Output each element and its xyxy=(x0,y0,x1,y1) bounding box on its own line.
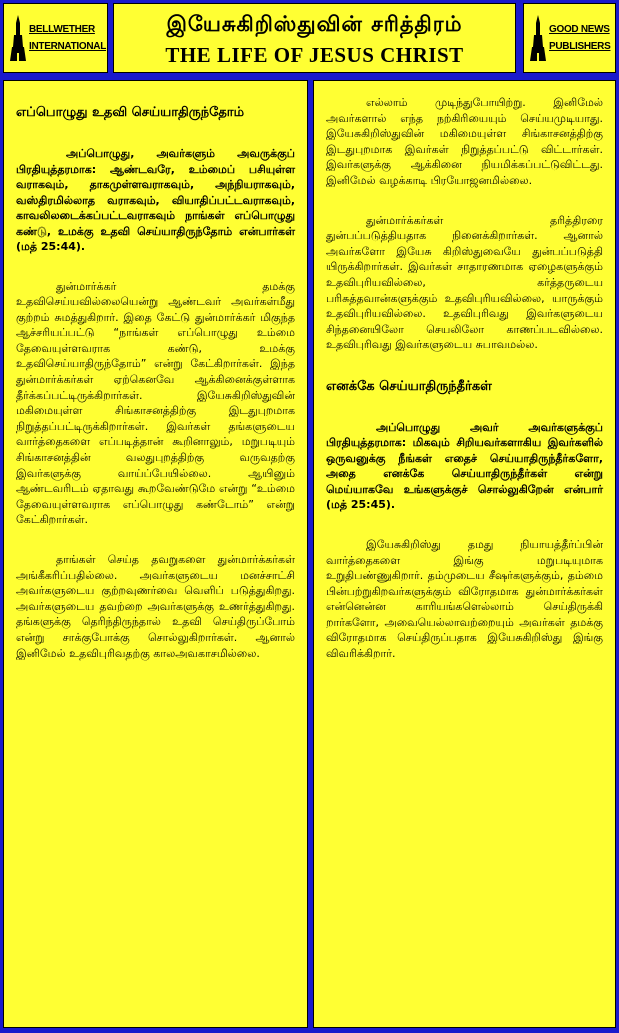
body-paragraph: துன்மார்க்கர்கள் தரித்திரரை துன்பப்படுத்தியதாக நினைக்கிறார்கள். ஆனால் அவர்களோ இயேசு கிறிஸ்துவையே துன்பப்படுத்தி யிருக்கிறார்கள். இவர்கள் சாதாரணமாக ஏழைகளுக்கும் உதவிபுரியவில்லை, கர்த்தருடைய பரிசுத்தவான்களுக்கும் உதவிபுரியவில்லை, யாருக்கும் உதவிபுரியவில்லை. உதவிபுரிவது இவர்களுடைய சிந்தனையிலோ செயலிலோ காணப்படவில்லை. உதவிபுரிவது இவர்களுடைய சுபாவமல்ல. xyxy=(326,213,603,352)
right-column xyxy=(313,80,616,1028)
section-heading: எப்பொழுது உதவி செய்யாதிருந்தோம் xyxy=(16,105,245,120)
bellwether-line1: BELLWETHER xyxy=(29,24,95,35)
title-banner xyxy=(113,3,516,73)
bellwether-line2: INTERNATIONAL xyxy=(29,41,107,52)
body-paragraph: தாங்கள் செய்த தவறுகளை துன்மார்க்கர்கள் அங்கீகரிப்பதில்லை. அவர்களுடைய மனச்சாட்சி அவர்களுடைய குற்றவுணர்வை வெளிப் படுத்துகிறது. அவர்களுடைய தவற்றை அவர்களுக்கு உணர்த்துகிறது. தங்களுக்கு தெரிந்திருந்தால் உதவி செய்திருப்போம் என்று சாக்குபோக்கு சொல்லுகிறார்கள். ஆனால் இனிமேல் உதவிபுரிவதற்கு காலஅவகாசமில்லை. xyxy=(16,553,295,660)
title-tamil: இயேசுகிறிஸ்துவின் சரித்திரம் xyxy=(166,12,463,36)
good-news-logo-text xyxy=(549,21,610,55)
good-news-line2: PUBLISHERS xyxy=(549,41,611,52)
scripture-verse: அப்பொழுது அவர் அவர்களுக்குப் பிரதியுத்தரமாக: மிகவும் சிறியவர்களாகிய இவர்களில் ஒருவனுக்கு நீங்கள் எதைச் செய்யாதிருந்தீர்களோ, அதை எனக்கே செய்யாதிருந்தீர்கள் என்று மெய்யாகவே உங்களுக்குச் சொல்லுகிறேன் என்பார் (மத் 25:45). xyxy=(326,420,603,512)
title-english: THE LIFE OF JESUS CHRIST xyxy=(165,43,464,67)
body-paragraph: இயேசுகிறிஸ்து தமது நியாயத்தீர்ப்பின் வார்த்தைகளை இங்கு மறுபடியுமாக உறுதிபண்ணுகிறார். தம்முடைய சீஷர்களுக்கும், தம்மை பின்பற்றுகிறவர்களுக்கும் விரோதமாக துன்மார்க்கர்கள் என்னென்ன காரியங்களெல்லாம் செய்திருக்கி றார்களோ, அவையெல்லாவற்றையும் அவர்கள் தமக்கு விரோதமாக செய்திருப்பதாக இயேசுகிறிஸ்து இங்கு விவரிக்கிறார். xyxy=(326,537,603,661)
body-paragraph: எல்லாம் முடிந்துபோயிற்று. இனிமேல் அவர்களால் எந்த நற்கிரியையும் செய்யமுடியாது. இயேசுகிறிஸ்துவின் மகிமையுள்ள சிங்காசனத்திற்கு இடதுபுறமாக இவர்கள் நிறுத்தப்பட்டு விட்டார்கள். இவர்களுக்கு ஆக்கினை நியமிக்கப்பட்டுவிட்டது. இனிமேல் வழக்காடி பிரயோஜனமில்லை. xyxy=(326,96,603,187)
scripture-verse: அப்பொழுது, அவர்களும் அவருக்குப் பிரதியுத்தரமாக: ஆண்டவரே, உம்மைப் பசியுள்ள வராகவும், தாகமுள்ளவராகவும், அந்நியராகவும், வஸ்திரமில்லாத வராகவும், வியாதிப்பட்டவராகவும், காவலிலடைக்கப்பட்டவராகவும் நாங்கள் எப்பொழுது கண்டு, உமக்கு உதவி செய்யாதிருந்தோம் என்பார்கள் (மத் 25:44). xyxy=(16,147,295,253)
tower-icon xyxy=(10,13,26,63)
body-paragraph: துன்மார்க்கர் தமக்கு உதவிசெய்யவில்லையென்று ஆண்டவர் அவர்கள்மீது குற்றம் சுமத்துகிறார். இதை கேட்டு துன்மார்க்கர் மிகுந்த ஆச்சரியப்பட்டு “நாங்கள் எப்பொழுது உம்மை தேவையுள்ளவராக கண்டு, உமக்கு உதவிசெய்யாதிருந்தோம்” என்று கேட்கிறார்கள். இந்த துன்மார்க்கர்கள் ஏற்கெனவே ஆக்கினைக்குள்ளாக தீர்க்கப்பட்டிருக்கிறார்கள். இயேசுகிறிஸ்துவின் மகிமையுள்ள சிங்காசனத்திற்கு இடதுபுறமாக நிறுத்தப்பட்டிருக்கிறார்கள். இவர்கள் தங்களுடைய வார்த்தைகளை எப்படித்தான் கூறினாலும், மறுபடியும் சிங்காசனத்தின் வலதுபுறத்திற்கு வருவதற்கு இவர்களுக்கு வாய்ப்பேயில்லை. ஆயினும் ஆண்டவரிடம் ஏதாவது கூறவேண்டுமே என்று “உம்மை தேவையுள்ளவராக எப்பொழுது கண்டோம்” என்று கேட்கிறார்கள். xyxy=(16,279,295,527)
left-column xyxy=(3,80,308,1028)
bellwether-logo-text xyxy=(29,21,106,55)
tower-icon xyxy=(530,13,546,63)
good-news-line1: GOOD NEWS xyxy=(549,24,610,35)
bellwether-logo xyxy=(3,3,108,73)
section-heading: எனக்கே செய்யாதிருந்தீர்கள் xyxy=(326,378,492,394)
good-news-logo xyxy=(523,3,616,73)
